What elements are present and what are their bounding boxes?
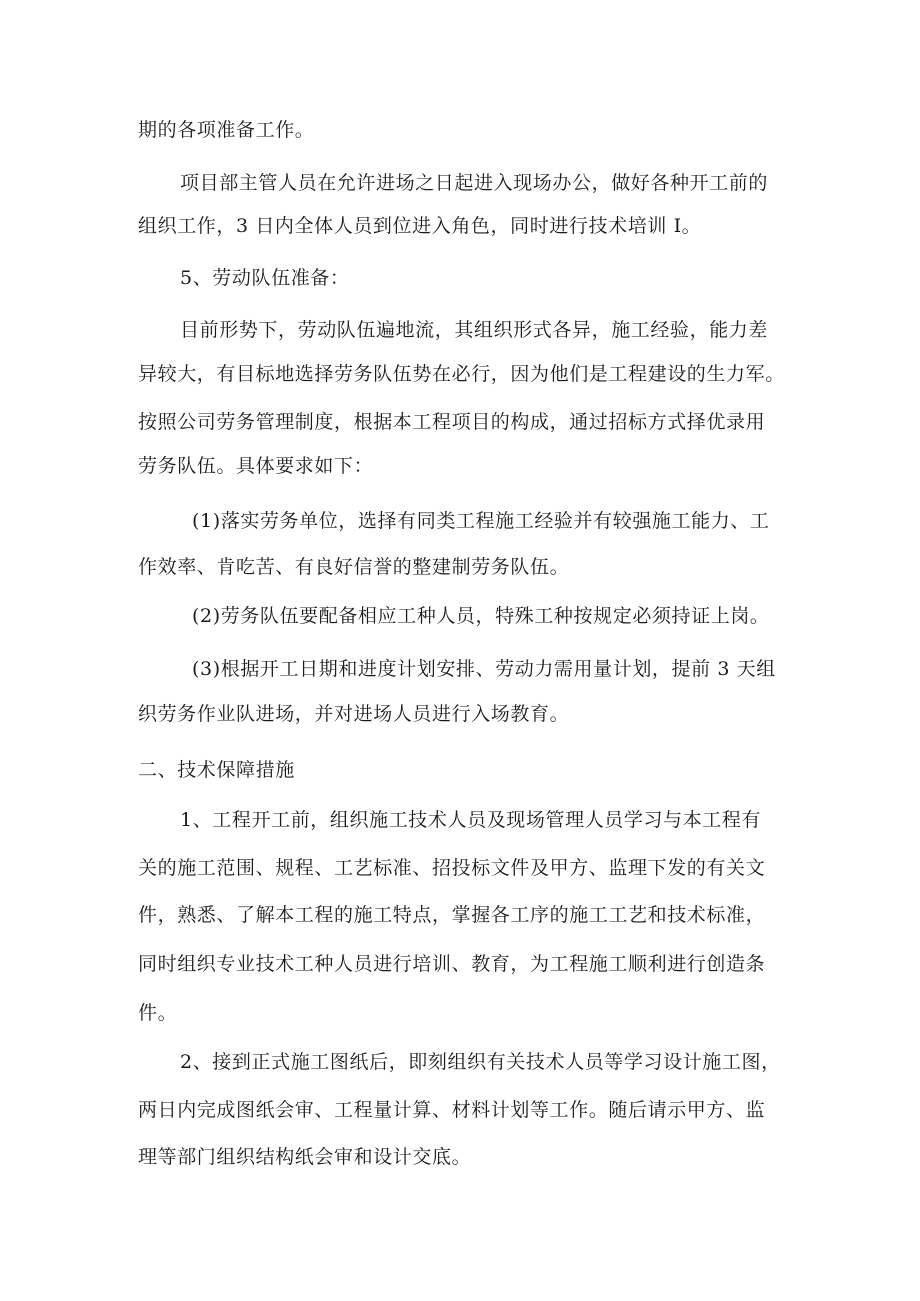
paragraph-line: 关的施工范围、规程、工艺标准、招投标文件及甲方、监理下发的有关文	[138, 857, 766, 879]
list-item-line: 织劳务作业队进场，并对进场人员进行入场教育。	[138, 703, 570, 725]
paragraph-line: 同时组织专业技术工种人员进行培训、教育，为工程施工顺利进行创造条	[138, 953, 766, 975]
paragraph-line: 理等部门组织结构纸会审和设计交底。	[138, 1146, 472, 1168]
paragraph-line: 异较大，有目标地选择劳务队伍势在必行，因为他们是工程建设的生力军。	[138, 363, 785, 385]
paragraph-line: 两日内完成图纸会审、工程量计算、材料计划等工作。随后请示甲方、监	[138, 1099, 766, 1121]
paragraph-line: 目前形势下，劳动队伍遍地流，其组织形式各异，施工经验，能力差	[180, 319, 769, 341]
section-heading: 二、技术保障措施	[138, 759, 295, 781]
paragraph-line: 2、接到正式施工图纸后，即刻组织有关技术人员等学习设计施工图，	[180, 1051, 781, 1073]
paragraph-line: 件。	[138, 1002, 178, 1024]
paragraph-line: 件，熟悉、了解本工程的施工特点，掌握各工序的施工工艺和技术标准，	[138, 904, 766, 926]
list-item-line: 作效率、肯吃苦、有良好信誉的整建制劳务队伍。	[138, 556, 570, 578]
paragraph-line: 组织工作，3 日内全体人员到位进入角色，同时进行技术培训 I。	[138, 215, 702, 237]
list-item-line: (1)落实劳务单位，选择有同类工程施工经验并有较强施工能力、工	[192, 510, 770, 532]
list-item-line: (3)根据开工日期和进度计划安排、劳动力需用量计划，提前 3 天组	[192, 658, 776, 680]
paragraph-line: 期的各项准备工作。	[138, 119, 315, 141]
section-heading: 5、劳动队伍准备：	[180, 267, 350, 289]
paragraph-line: 项目部主管人员在允许进场之日起进入现场办公，做好各种开工前的	[180, 172, 769, 194]
paragraph-line: 按照公司劳务管理制度，根据本工程项目的构成，通过招标方式择优录用	[138, 411, 766, 433]
paragraph-line: 1、工程开工前，组织施工技术人员及现场管理人员学习与本工程有	[180, 809, 762, 831]
list-item-line: (2)劳务队伍要配备相应工种人员，特殊工种按规定必须持证上岗。	[192, 605, 770, 627]
paragraph-line: 劳务队伍。具体要求如下：	[138, 455, 374, 477]
